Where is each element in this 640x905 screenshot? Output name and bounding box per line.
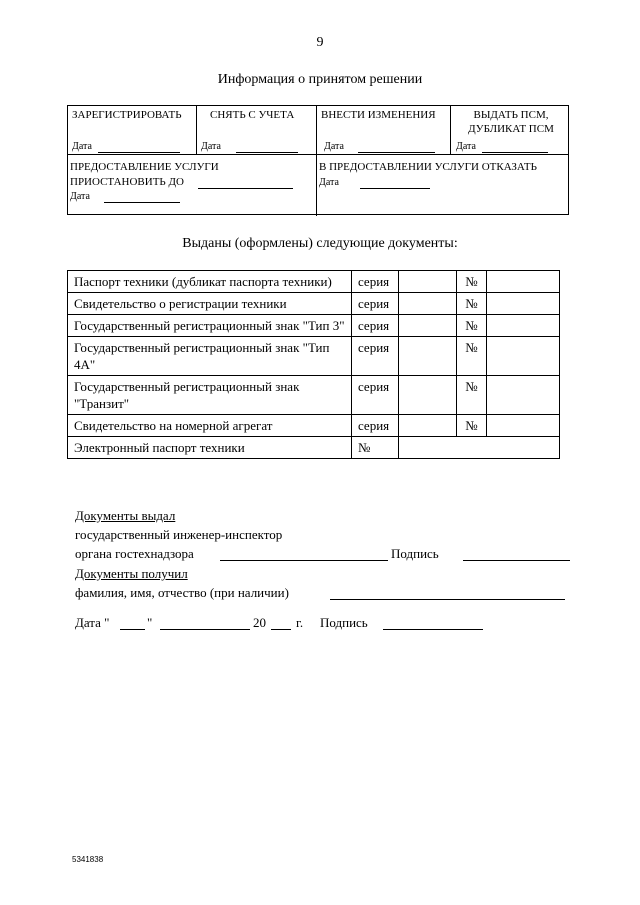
modify-date-field[interactable] bbox=[358, 152, 435, 153]
footer-code: 5341838 bbox=[72, 855, 104, 864]
table-row bbox=[68, 271, 560, 293]
number-value[interactable] bbox=[487, 293, 560, 315]
number-label: № bbox=[457, 376, 487, 415]
refuse-date-field[interactable] bbox=[360, 188, 430, 189]
document-name: Государственный регистрационный знак "Тип 4А" bbox=[68, 337, 352, 376]
refuse-option: В ПРЕДОСТАВЛЕНИИ УСЛУГИ ОТКАЗАТЬ bbox=[319, 161, 537, 173]
number-value[interactable] bbox=[487, 415, 560, 437]
series-label: серия bbox=[352, 293, 399, 315]
series-value[interactable] bbox=[399, 271, 457, 293]
date-year-field[interactable] bbox=[271, 629, 291, 630]
divider bbox=[450, 106, 451, 154]
received-fio-label: фамилия, имя, отчество (при наличии) bbox=[75, 585, 289, 600]
register-date-field[interactable] bbox=[98, 152, 180, 153]
issued-by-title: Документы выдал bbox=[75, 508, 176, 523]
table-row bbox=[68, 437, 560, 459]
issue-option-line1: ВЫДАТЬ ПСМ, bbox=[473, 109, 549, 121]
documents-table bbox=[67, 270, 560, 459]
epassport-number-label: № bbox=[352, 437, 399, 459]
date-label: Дата " bbox=[75, 615, 110, 630]
receiver-name-field[interactable] bbox=[330, 599, 565, 600]
number-label: № bbox=[457, 293, 487, 315]
document-name: Свидетельство о регистрации техники bbox=[68, 293, 352, 315]
document-name: Паспорт техники (дубликат паспорта техники) bbox=[68, 271, 352, 293]
number-value[interactable] bbox=[487, 315, 560, 337]
modify-date-label: Дата bbox=[324, 141, 344, 152]
series-value[interactable] bbox=[399, 415, 457, 437]
suspend-date-field[interactable] bbox=[104, 202, 180, 203]
page-number: 9 bbox=[316, 35, 324, 50]
series-label: серия bbox=[352, 376, 399, 415]
decision-table bbox=[67, 105, 569, 215]
date-day-field[interactable] bbox=[120, 629, 145, 630]
series-value[interactable] bbox=[399, 293, 457, 315]
number-value[interactable] bbox=[487, 271, 560, 293]
inspector-signature-field[interactable] bbox=[463, 560, 570, 561]
deregister-date-field[interactable] bbox=[236, 152, 298, 153]
number-label: № bbox=[457, 315, 487, 337]
series-value[interactable] bbox=[399, 337, 457, 376]
number-value[interactable] bbox=[487, 337, 560, 376]
decision-heading: Информация о принятом решении bbox=[217, 72, 423, 87]
divider bbox=[68, 154, 568, 155]
series-label: серия bbox=[352, 271, 399, 293]
document-name: Свидетельство на номерной агрегат bbox=[68, 415, 352, 437]
date-quote-close: " bbox=[147, 615, 153, 630]
issue-date-label: Дата bbox=[456, 141, 476, 152]
received-by-title: Документы получил bbox=[75, 566, 188, 581]
number-label: № bbox=[457, 337, 487, 376]
suspend-option-line2: ПРИОСТАНОВИТЬ ДО bbox=[70, 176, 184, 188]
series-value[interactable] bbox=[399, 315, 457, 337]
number-value[interactable] bbox=[487, 376, 560, 415]
deregister-option: СНЯТЬ С УЧЕТА bbox=[210, 109, 295, 121]
refuse-date-label: Дата bbox=[319, 177, 339, 188]
table-row bbox=[68, 337, 560, 376]
epassport-number-value[interactable] bbox=[399, 437, 560, 459]
issued-by-organ: органа гостехнадзора bbox=[75, 546, 194, 561]
issued-by-position: государственный инженер-инспектор bbox=[75, 527, 283, 542]
date-signature-label: Подпись bbox=[320, 615, 368, 630]
year-prefix: 20 bbox=[253, 615, 266, 630]
series-label: серия bbox=[352, 337, 399, 376]
inspector-name-field[interactable] bbox=[220, 560, 388, 561]
number-label: № bbox=[457, 415, 487, 437]
divider bbox=[316, 106, 317, 216]
date-month-field[interactable] bbox=[160, 629, 250, 630]
table-row bbox=[68, 293, 560, 315]
receiver-signature-field[interactable] bbox=[383, 629, 483, 630]
issue-option-line2: ДУБЛИКАТ ПСМ bbox=[468, 123, 554, 135]
number-label: № bbox=[457, 271, 487, 293]
table-row bbox=[68, 415, 560, 437]
suspend-until-field[interactable] bbox=[198, 188, 293, 189]
suspend-date-label: Дата bbox=[70, 191, 90, 202]
series-label: серия bbox=[352, 415, 399, 437]
register-option: ЗАРЕГИСТРИРОВАТЬ bbox=[72, 109, 182, 121]
document-name: Государственный регистрационный знак "Тип 3" bbox=[68, 315, 352, 337]
series-label: серия bbox=[352, 315, 399, 337]
register-date-label: Дата bbox=[72, 141, 92, 152]
modify-option: ВНЕСТИ ИЗМЕНЕНИЯ bbox=[321, 109, 436, 121]
issued-signature-label: Подпись bbox=[391, 546, 439, 561]
document-name: Электронный паспорт техники bbox=[68, 437, 352, 459]
table-row bbox=[68, 376, 560, 415]
divider bbox=[196, 106, 197, 154]
documents-heading: Выданы (оформлены) следующие документы: bbox=[182, 236, 458, 251]
document-name: Государственный регистрационный знак "Транзит" bbox=[68, 376, 352, 415]
deregister-date-label: Дата bbox=[201, 141, 221, 152]
year-suffix: г. bbox=[296, 615, 304, 630]
issue-date-field[interactable] bbox=[482, 152, 548, 153]
suspend-option-line1: ПРЕДОСТАВЛЕНИЕ УСЛУГИ bbox=[70, 161, 219, 173]
table-row bbox=[68, 315, 560, 337]
series-value[interactable] bbox=[399, 376, 457, 415]
